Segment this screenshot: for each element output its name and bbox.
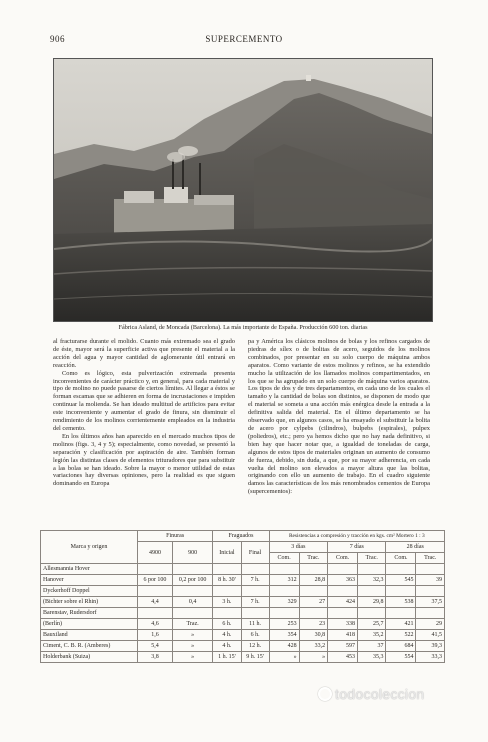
cell-brand: Holderbank (Suiza) (41, 652, 138, 663)
cell-brand: Allesmannia Hover (41, 564, 138, 575)
cell-fin (241, 608, 269, 619)
paragraph: Como es lógico, esta pulverización extremada presenta inconvenientes de carácter práctico y, en general, para cada material y tipo de molino no puede pasarse de ciertos límites. Al llegar a éstos se forman escamas que se adhieren en forma de incrustaciones e impiden continuar la molienda. Se han ideado multitud de artificios para evitar este inconveniente y aumentar el grado de finura, sin disminuir el rendimiento de los molinos corrientemente empleados en la industria del cemento. (53, 369, 235, 432)
cell-t7 (358, 564, 386, 575)
cell-fin: 7 h. (241, 575, 269, 586)
cell-f4900 (138, 564, 173, 575)
table-row (41, 575, 445, 586)
cell-t7: 29,8 (358, 597, 386, 608)
cell-f4900: 4,4 (138, 597, 173, 608)
cell-brand: Dyckerhoff Doppel (41, 586, 138, 597)
cell-ini (213, 608, 241, 619)
cell-f4900 (138, 586, 173, 597)
header-fineness: Finuras (138, 531, 213, 542)
cell-c7 (328, 608, 358, 619)
cell-ini: 1 h. 15' (213, 652, 241, 663)
cell-fin: 12 h. (241, 641, 269, 652)
header-com: Com. (328, 553, 358, 564)
cell-c7: 597 (328, 641, 358, 652)
table-body (41, 564, 445, 663)
cell-t7 (358, 586, 386, 597)
cement-properties-table (40, 530, 445, 663)
cell-c28: 545 (386, 575, 416, 586)
cell-fin: 9 h. 15' (241, 652, 269, 663)
cell-c7: 418 (328, 630, 358, 641)
cell-c3: 354 (269, 630, 299, 641)
cell-c3 (269, 586, 299, 597)
cell-t3: 27 (299, 597, 327, 608)
cell-fin (241, 586, 269, 597)
header-28-days: 28 días (386, 542, 445, 553)
cell-t3: 28,8 (299, 575, 327, 586)
cell-t3 (299, 608, 327, 619)
cell-ini: 3 h. (213, 597, 241, 608)
running-title: SUPERCEMENTO (205, 34, 283, 44)
cell-c7 (328, 564, 358, 575)
cell-c3: 329 (269, 597, 299, 608)
header-3-days: 3 días (269, 542, 327, 553)
cell-f4900: 4,6 (138, 619, 173, 630)
header-7-days: 7 días (328, 542, 386, 553)
header-com: Com. (269, 553, 299, 564)
paragraph: pa y América los clásicos molinos de bolas y los refinos cargados de piedras de sílex o de bolitas de acero, seguidos de los molinos combinados, por presentar en su solo cuerpo de máquina ambos aparatos. Como variante de estos molinos y refinos, se ha extendido mucho la utilización de los llamados molinos compartimentados, en los que se ha agrupado en un solo cuerpo de máquina varios aparatos. Los tipos de dos y de tres departamentos, en cada uno de los cuales el tamaño y la cantidad de bolas son distintos, se disponen de modo que el material se someta a una acción más enérgica desde la entrada a la definitiva salida del material. En el último departamento se ha observado que, en algunos casos, se ha ensayado el substituir la bolita de acero por cylpebs (cilindros), bulpebs (espirales), pulpex (poliedros), etc.; pero ya hemos dicho que no hay nada definitivo, si bien hay que hacer notar que, a igualdad de toneladas de carga, algunos de estos tipos de materiales originan un aumento de consumo de fuerza, debido, sin duda, a que, por su mayor adherencia, en cada vuelta del molino son elevados a mayor altura que las bolitas, originando con ello un aumento de trabajo. En el cuadro siguiente damos las características de los más renombrados cementos de Europa (supercementos): (248, 338, 430, 496)
watermark (318, 686, 425, 702)
cell-ini: 4 h. (213, 641, 241, 652)
cell-t3: 30,8 (299, 630, 327, 641)
cell-t7: 35,2 (358, 630, 386, 641)
table-row (41, 652, 445, 663)
cell-f900: 0,4 (172, 597, 212, 608)
header-mesh-4900: 4900 (138, 542, 173, 564)
cell-c28 (386, 586, 416, 597)
page-number: 906 (50, 34, 65, 44)
cell-brand: (Berlín) (41, 619, 138, 630)
cell-f900: » (172, 630, 212, 641)
header-setting: Fraguados (213, 531, 269, 542)
cell-c28: 554 (386, 652, 416, 663)
cell-f900: » (172, 652, 212, 663)
cell-f900 (172, 586, 212, 597)
header-trac: Trac. (358, 553, 386, 564)
cell-c3: 312 (269, 575, 299, 586)
cell-f900: » (172, 641, 212, 652)
header-trac: Trac. (299, 553, 327, 564)
table-row (41, 608, 445, 619)
cell-f4900: 3,8 (138, 652, 173, 663)
cell-c7: 338 (328, 619, 358, 630)
cell-t28: 39,3 (416, 641, 445, 652)
cell-c7: 363 (328, 575, 358, 586)
cell-ini (213, 586, 241, 597)
cell-t3: » (299, 652, 327, 663)
cell-ini: 4 h. (213, 630, 241, 641)
cell-t28: 39 (416, 575, 445, 586)
cell-f900: Traz. (172, 619, 212, 630)
cell-t7: 32,3 (358, 575, 386, 586)
cell-f4900: 6 por 100 (138, 575, 173, 586)
cell-t28: 41,5 (416, 630, 445, 641)
text-column-right (248, 338, 430, 496)
cell-c7: 424 (328, 597, 358, 608)
cell-fin: 6 h. (241, 630, 269, 641)
cell-t28 (416, 586, 445, 597)
paragraph: En los últimos años han aparecido en el mercado muchos tipos de molinos (figs. 3, 4 y 5); especialmente, como novedad, se presentó la separación y clasificación por aspiración de aire. También forman legión las distintas clases de elementos trituradores que para substituir a las bolas se han ideado. Sobre la mayor o menor utilidad de estas variaciones hay diversas opiniones, pero la realidad es que siguen dominando en Europa (53, 432, 235, 488)
cell-brand: Ciment, C. B. R. (Amberes) (41, 641, 138, 652)
cell-c28: 684 (386, 641, 416, 652)
cell-c28: 522 (386, 630, 416, 641)
cell-c3 (269, 608, 299, 619)
cell-brand: Barenstav, Rudersdorf (41, 608, 138, 619)
figure-caption: Fábrica Asland, de Moncada (Barcelona). La más importante de España. Producción 600 ton. diarias (118, 324, 368, 331)
cell-c28 (386, 564, 416, 575)
header-final: Final (241, 542, 269, 564)
cell-t3 (299, 564, 327, 575)
cell-c28: 538 (386, 597, 416, 608)
table-row (41, 619, 445, 630)
header-com: Com. (386, 553, 416, 564)
cell-t28: 33,3 (416, 652, 445, 663)
cell-ini: 6 h. (213, 619, 241, 630)
cell-fin (241, 564, 269, 575)
watermark-text: todocoleccion (335, 686, 425, 702)
table-header-row (41, 531, 445, 542)
cell-c3 (269, 564, 299, 575)
cell-t3 (299, 586, 327, 597)
cell-fin: 11 h. (241, 619, 269, 630)
table-row (41, 586, 445, 597)
cell-c3: 428 (269, 641, 299, 652)
header-brand: Marca y origen (41, 531, 138, 564)
cell-fin: 7 h. (241, 597, 269, 608)
cell-f900 (172, 608, 212, 619)
table-row (41, 641, 445, 652)
cell-t3: 33,2 (299, 641, 327, 652)
header-trac: Trac. (416, 553, 445, 564)
running-header (50, 34, 438, 46)
cell-c7: 453 (328, 652, 358, 663)
cell-t7: 35,3 (358, 652, 386, 663)
cell-brand: Bauxiland (41, 630, 138, 641)
cell-f4900: 5,4 (138, 641, 173, 652)
cell-c28: 421 (386, 619, 416, 630)
cell-t28: 29 (416, 619, 445, 630)
cell-f4900: 1,6 (138, 630, 173, 641)
table-row (41, 564, 445, 575)
cell-t7 (358, 608, 386, 619)
cell-t28 (416, 608, 445, 619)
table-row (41, 630, 445, 641)
factory-photo (53, 58, 433, 322)
cell-t28: 37,5 (416, 597, 445, 608)
cell-t7: 25,7 (358, 619, 386, 630)
cell-c7 (328, 586, 358, 597)
cell-ini: 8 h. 30' (213, 575, 241, 586)
cell-f4900 (138, 608, 173, 619)
cell-f900 (172, 564, 212, 575)
paragraph: al fracturarse durante el molido. Cuanto más extremado sea el grado de éste, mayor será la superficie activa que presente el material a la acción del agua y mayor cantidad de aglomerante útil entrará en reacción. (53, 338, 235, 369)
table-row (41, 597, 445, 608)
header-initial: Inicial (213, 542, 241, 564)
cell-brand: Hanover (41, 575, 138, 586)
cell-brand: (Bichter sobre el Rhin) (41, 597, 138, 608)
cell-c3: 253 (269, 619, 299, 630)
cell-f900: 0,2 por 100 (172, 575, 212, 586)
factory-photo-image (54, 59, 432, 321)
cell-c28 (386, 608, 416, 619)
watermark-logo-icon (318, 687, 332, 701)
header-mesh-900: 900 (172, 542, 212, 564)
header-strength: Resistencias a compresión y tracción en kgs. cm² Mortero 1 : 3 (269, 531, 444, 542)
cell-ini (213, 564, 241, 575)
text-column-left (53, 338, 235, 488)
cell-t3: 23 (299, 619, 327, 630)
cell-t28 (416, 564, 445, 575)
cell-t7: 37 (358, 641, 386, 652)
cell-c3: » (269, 652, 299, 663)
